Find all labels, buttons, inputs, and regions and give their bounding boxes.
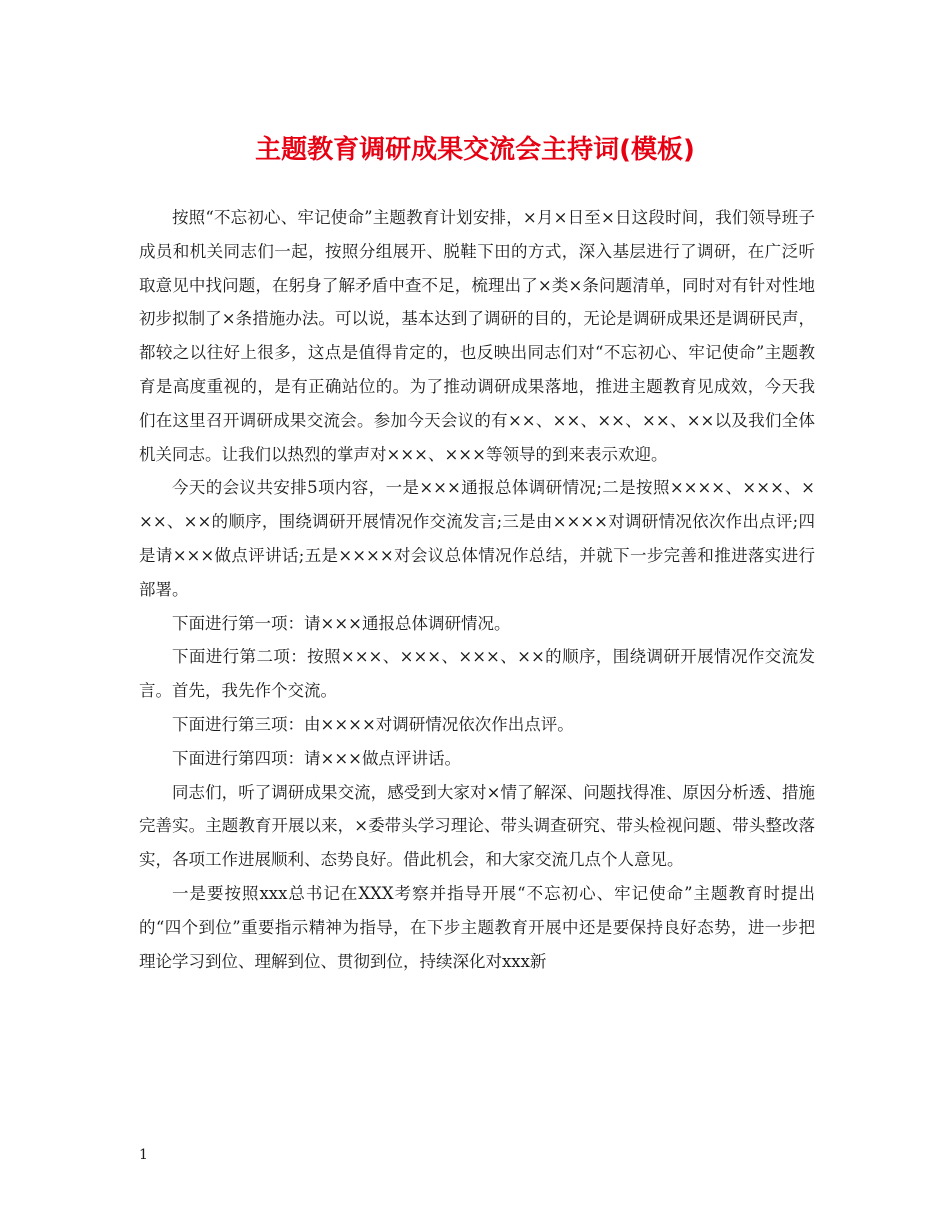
document-title: 主题教育调研成果交流会主持词(模板) <box>255 135 695 165</box>
paragraph-4: 下面进行第二项：按照×××、×××、×××、××的顺序，围绕调研开展情况作交流发言。首先，我先作个交流。 <box>139 647 815 701</box>
paragraph-2: 今天的会议共安排5项内容，一是×××通报总体调研情况;二是按照××××、×××、×××、××的顺序，围绕调研开展情况作交流发言;三是由××××对调研情况依次作出点评;四是请×××做点评讲话;五是××××对会议总体情况作总结，并就下一步完善和推进落实进行部署。 <box>139 478 815 599</box>
paragraph-5: 下面进行第三项：由××××对调研情况依次作出点评。 <box>172 714 574 734</box>
paragraph-6: 下面进行第四项：请×××做点评讲话。 <box>172 748 461 768</box>
paragraph-1: 按照“不忘初心、牢记使命”主题教育计划安排，×月×日至×日这段时间，我们领导班子成员和机关同志们一起，按照分组展开、脱鞋下田的方式，深入基层进行了调研，在广泛听取意见中找问题，在躬身了解矛盾中查不足，梳理出了×类×条问题清单，同时对有针对性地初步拟制了×条措施办法。可以说，基本达到了调研的目的，无论是调研成果还是调研民声，都较之以往好上很多，这点是值得肯定的，也反映出同志们对“不忘初心、牢记使命”主题教育是高度重视的，是有正确站位的。为了推动调研成果落地，推进主题教育见成效，今天我们在这里召开调研成果交流会。参加今天会议的有××、××、××、××、××以及我们全体机关同志。让我们以热烈的掌声对×××、×××等领导的到来表示欢迎。 <box>139 208 815 464</box>
paragraph-3: 下面进行第一项：请×××通报总体调研情况。 <box>172 613 511 633</box>
paragraph-7: 同志们，听了调研成果交流，感受到大家对×情了解深、问题找得准、原因分析透、措施完善实。主题教育开展以来，×委带头学习理论、带头调查研究、带头检视问题、带头整改落实，各项工作进展顺利、态势良好。借此机会，和大家交流几点个人意见。 <box>139 782 815 870</box>
page-number: 1 <box>139 1147 148 1163</box>
document-body <box>139 201 815 978</box>
paragraph-8: 一是要按照xxx总书记在XXX考察并指导开展“不忘初心、牢记使命”主题教育时提出的“四个到位”重要指示精神为指导，在下步主题教育开展中还是要保持良好态势，进一步把理论学习到位、理解到位、贯彻到位，持续深化对xxx新 <box>139 883 815 971</box>
